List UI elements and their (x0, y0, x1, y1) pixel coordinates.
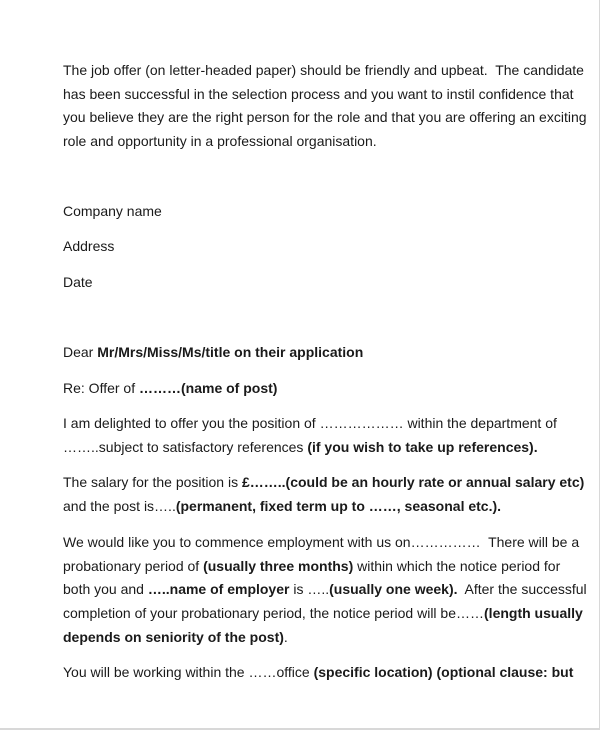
text: Company name (63, 203, 162, 219)
bold-text: (usually three months) (203, 558, 354, 574)
text: After the successful (457, 581, 587, 597)
bold-text: (specific location) (optional clause: but (313, 664, 574, 680)
bold-text: £……..(could be an hourly rate or annual salary etc) (241, 474, 585, 490)
text: role and opportunity in a professional organisation. (63, 133, 377, 149)
text-line (63, 203, 162, 219)
text-line (63, 274, 93, 290)
text: The job offer (on letter-headed paper) should be friendly and upbeat. The candidate (63, 62, 584, 78)
text: You will be working within the ……office (63, 664, 314, 680)
text: Re: Offer of (63, 380, 139, 396)
text: is ….. (289, 581, 330, 597)
text-line (63, 498, 501, 514)
bold-text: (permanent, fixed term up to ……, seasonal etc.). (175, 498, 502, 514)
text: Address (63, 238, 115, 254)
text-line (63, 439, 538, 455)
text: and the post is….. (63, 498, 176, 514)
text: has been successful in the selection process and you want to instil confidence that (63, 86, 574, 102)
text-line (63, 415, 557, 431)
text-line (63, 86, 574, 102)
bold-text: Mr/Mrs/Miss/Ms/title on their application (97, 344, 364, 360)
text: within which the notice period for (353, 558, 561, 574)
text-line (63, 380, 277, 396)
text: Dear (63, 344, 98, 360)
text: completion of your probationary period, the notice period will be…… (63, 605, 485, 621)
text-line (63, 133, 377, 149)
text: . (283, 629, 288, 645)
text: The salary for the position is (63, 474, 242, 490)
bold-text: depends on seniority of the post) (63, 629, 284, 645)
text: you believe they are the right person for the role and that you are offering an exciting (63, 109, 587, 125)
text: Date (63, 274, 93, 290)
text-line (63, 629, 288, 645)
text-line (63, 581, 587, 597)
text: I am delighted to offer you the position of ……………… within the department of (63, 415, 557, 431)
text-line (63, 605, 583, 621)
bold-text: (usually one week). (329, 581, 458, 597)
text: probationary period of (63, 558, 204, 574)
text-line (63, 664, 573, 680)
text-line (63, 62, 584, 78)
text-line (63, 344, 363, 360)
bold-text: (length usually (484, 605, 583, 621)
text-line (63, 109, 587, 125)
bold-text: …..name of employer (147, 581, 290, 597)
bold-text: (if you wish to take up references). (307, 439, 538, 455)
text: ……..subject to satisfactory references (63, 439, 308, 455)
bold-text: ………(name of post) (139, 380, 278, 396)
text-line (63, 474, 584, 490)
text-line (63, 238, 114, 254)
text: both you and (63, 581, 148, 597)
text: We would like you to commence employment with us on…………… There will be a (63, 534, 580, 550)
text-line (63, 558, 560, 574)
text-line (63, 534, 579, 550)
